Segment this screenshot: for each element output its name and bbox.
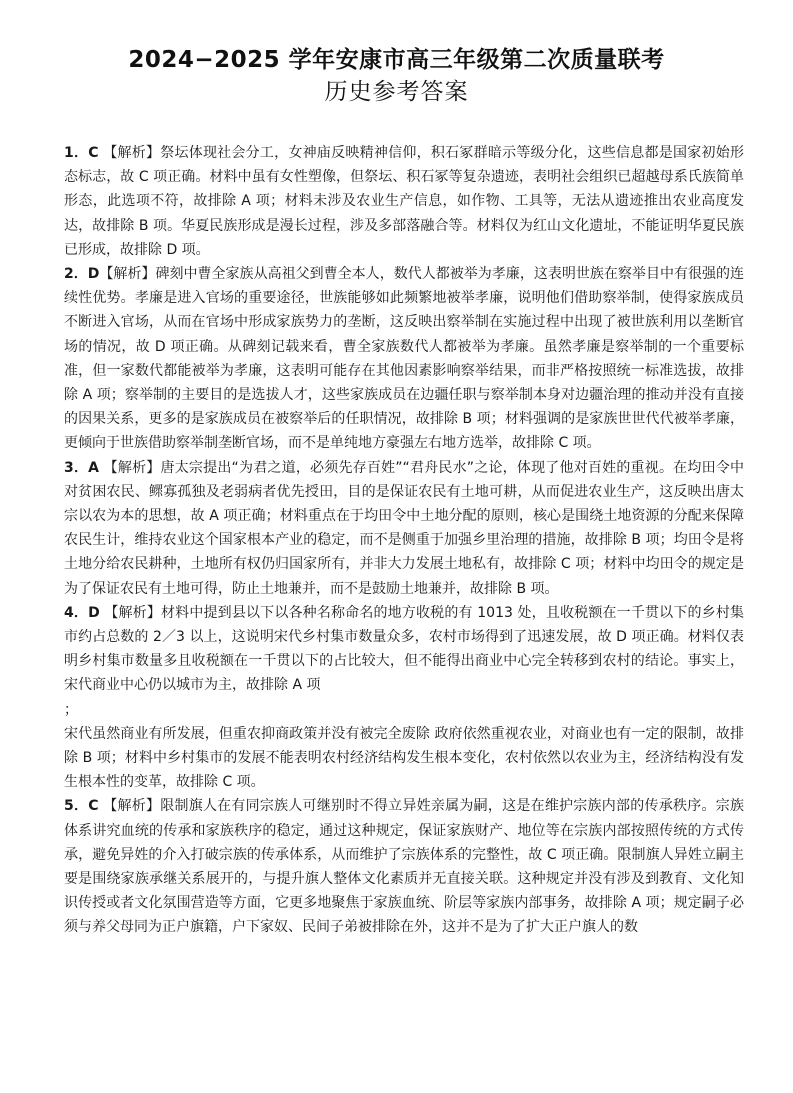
analysis-text: 材料中提到县以下以各种名称命名的地方收税的有 1013 处，且收税额在一千贯以下的乡村集市约占总数的 2／3 以上，这说明宋代乡村集市数量众多，农村市场得到了迅速发展，故 D 项正确。材料仅表明乡村集市数量多且收税额在一千贯以下的占比较大，但不能得出商业中心完全转移到农村的结论。事实上，宋代商业中心仍以城市为主，故排除 A 项 (64, 604, 745, 694)
question-4 (64, 601, 744, 698)
analysis-tag: 【解析】 (103, 459, 161, 476)
answer-letter: C (88, 798, 99, 815)
analysis-text: 唐太宗提出“为君之道，必须先存百姓”“君舟民水”之论，体现了他对百姓的重视。在均田令中对贫困农民、鳏寡孤独及老弱病者优先授田，目的是保证农民有土地可耕，从而促进农业生产，这反映出唐太宗以农为本的思想，故 A 项正确；材料重点在于均田令中土地分配的原则，核心是围绕土地资源的分配来保障农民生计，维持农业这个国家根本产业的稳定，而不是侧重于加强乡里治理的措施，故排除 B 项；均田令是将土地分给农民耕种，土地所有权仍归国家所有，并非大力发展土地私有，故排除 C 项；材料中均田令的规定是为了保证农民有土地可得，防止土地兼并，而不是鼓励土地兼并，故排除 B 项。 (64, 459, 744, 597)
document-title: 2024−2025 学年安康市高三年级第二次质量联考 (128, 47, 665, 73)
analysis-tag: 【解析】 (104, 604, 161, 621)
answer-letter: C (88, 145, 99, 161)
answer-content (64, 141, 744, 940)
question-1 (64, 141, 744, 262)
question-number: 2． (64, 266, 88, 283)
analysis-text: 限制旗人在有同宗族人可继别时不得立异姓亲属为嗣，这是在维护宗族内部的传承秩序。宗族体系讲究血统的传承和家族秩序的稳定，通过这种规定，保证家族财产、地位等在宗族内部按照传统的方式传承，避免异姓的介入打破宗族的传承体系，从而维护了宗族体系的完整性，故 C 项正确。限制旗人异姓立嗣主要是围绕家族承继关系展开的，与提升旗人整体文化素质并无直接关联。这种规定并没有涉及到教育、文化知识传授或者文化氛围营造等方面，它更多地聚焦于家族血统、阶层等家族内部事务，故排除 A 项；规定嗣子必须与养父母同为正户旗籍，户下家奴、民间子弟被排除在外，这并不是为了扩大正户旗人的数 (64, 798, 745, 936)
question-number: 5． (64, 798, 89, 815)
question-number: 1． (64, 145, 89, 161)
answer-letter: D (88, 604, 100, 621)
analysis-text: 祭坛体现社会分工，女神庙反映精神信仰，积石冢群暗示等级分化，这些信息都是国家初始形态标志，故 C 项正确。材料中虽有女性塑像，但祭坛、积石冢等复杂遗迹，表明社会组织已超越母系氏族简单形态，此选项不符，故排除 A 项；材料未涉及农业生产信息，如作物、工具等，无法从遗迹推出农业高度发达，故排除 B 项。华夏民族形成是漫长过程，涉及多部落融合等。材料仅为红山文化遗址，不能证明华夏民族已形成，故排除 D 项。 (64, 145, 745, 258)
analysis-text: 碑刻中曹全家族从高祖父到曹全本人，数代人都被举为孝廉，这表明世族在察举目中有很强的连续性优势。孝廉是进入官场的重要途径，世族能够如此频繁地被举孝廉，说明他们借助察举制，使得家族成员不断进入官场，从而在官场中形成家族势力的垄断，这反映出察举制在实施过程中出现了被世族利用以垄断官场的情况，故 D 项正确。从碑刻记载来看，曹全家族数代人都被举为孝廉。虽然孝廉是察举制的一个重要标准，但一家数代都能被举为孝廉，这表明可能存在其他因素影响察举结果，而非严格按照统一标准选拔，故排除 A 项；察举制的主要目的是选拔人才，这些家族成员在边疆任职与察举制本身对边疆治理的推动并没有直接的因果关系，更多的是家族成员在被察举后的任职情况，故排除 B 项；材料强调的是家族世世代代被举孝廉，更倾向于世族借助察举制垄断官场，而不是单纯地方豪强左右地方选举，故排除 C 项。 (64, 266, 745, 452)
document-subtitle: 历史参考答案 (324, 79, 469, 105)
question-4-continued: 宋代虽然商业有所发展，但重农抑商政策并没有被完全废除 政府依然重视农业，对商业也有一定的限制，故排除 B 项；材料中乡村集市的发展不能表明农村经济结构发生根本变化，农村依然以农业为主，经济结构没有发生根本性的变革，故排除 C 项。 (64, 725, 744, 791)
question-number: 4． (64, 604, 89, 621)
analysis-tag: 【解析】 (103, 798, 161, 815)
stray-punctuation: ； (64, 701, 78, 718)
analysis-tag: 【解析】 (103, 145, 161, 161)
question-2 (64, 262, 744, 456)
question-3 (64, 456, 744, 601)
question-number: 3． (64, 459, 89, 476)
analysis-tag: 【解析】 (99, 266, 156, 283)
answer-letter: D (87, 266, 100, 283)
header (0, 44, 793, 108)
question-5 (64, 794, 744, 939)
answer-letter: A (88, 459, 99, 476)
